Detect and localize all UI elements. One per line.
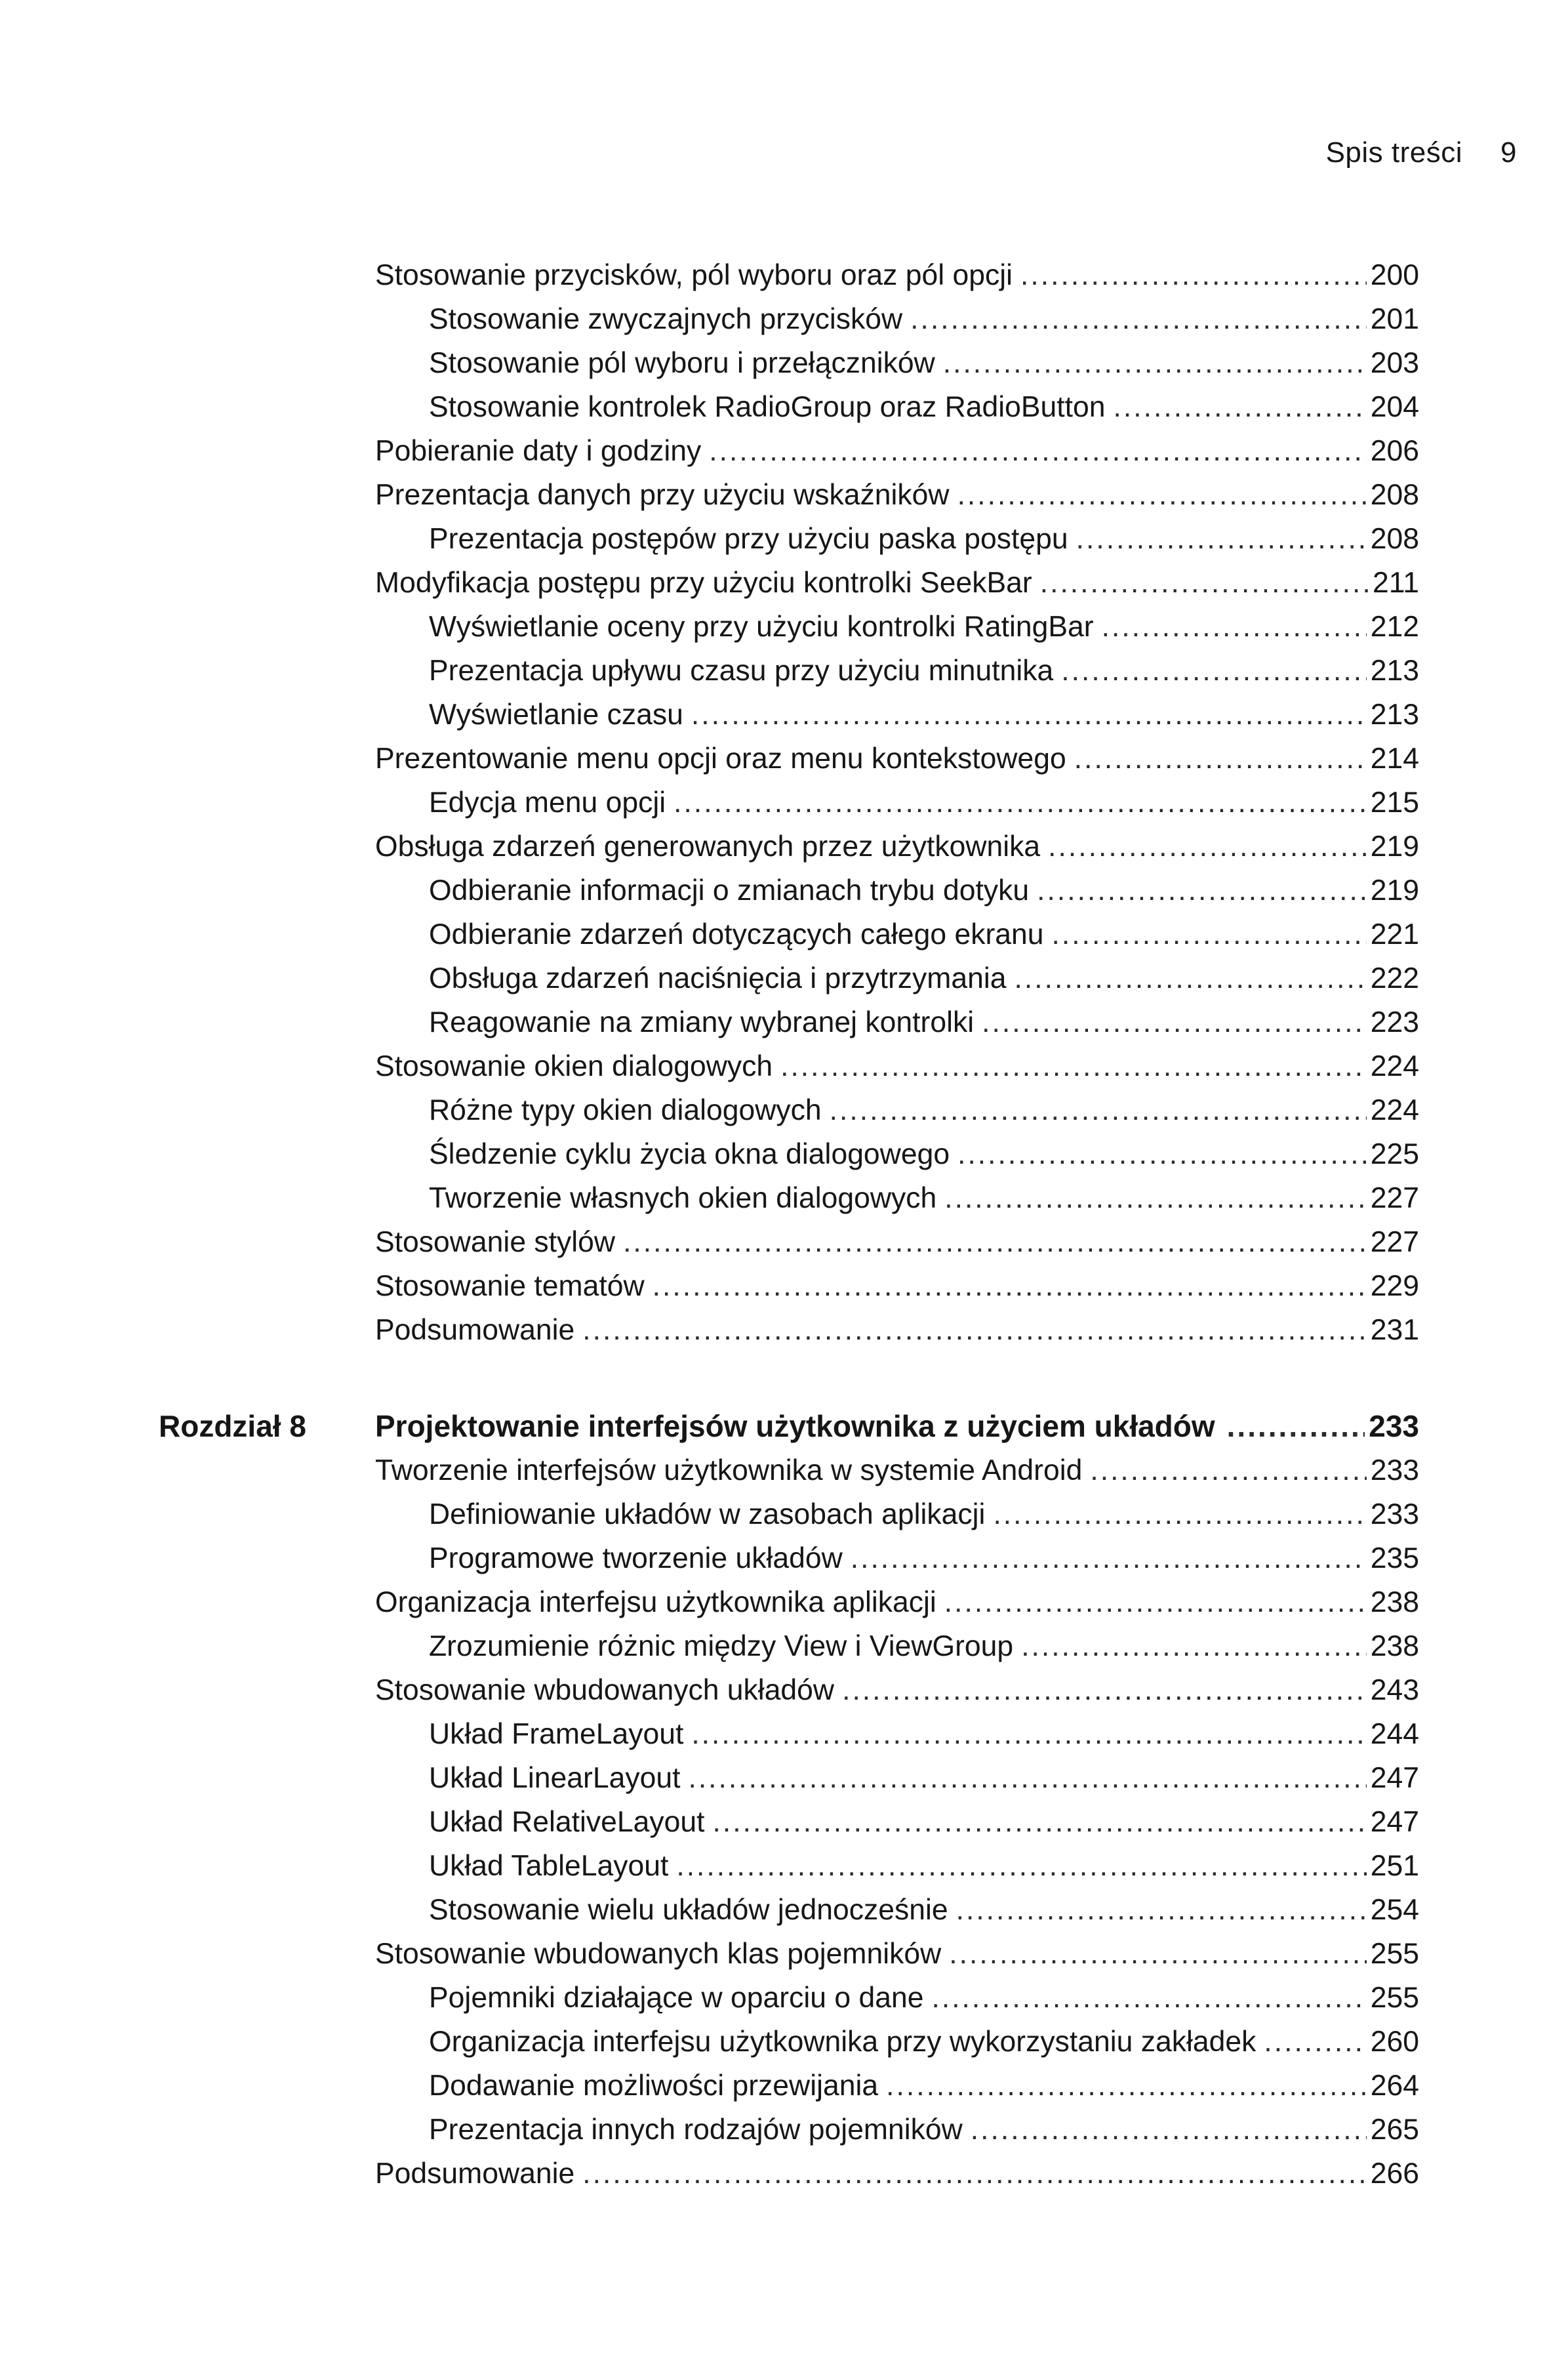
toc-entry-page: 238 (1370, 1630, 1419, 1662)
toc-entry-page: 204 (1370, 391, 1419, 423)
dot-leader (1037, 869, 1367, 912)
toc-entry-page: 219 (1370, 874, 1419, 907)
toc-entry-page: 247 (1370, 1762, 1419, 1794)
toc-entry-page: 243 (1370, 1674, 1419, 1706)
toc-entry[interactable] (375, 1044, 1419, 1088)
toc-entry-page: 255 (1370, 1938, 1419, 1970)
toc-entry-title: Prezentowanie menu opcji oraz menu kontekstowego (375, 743, 1066, 775)
toc-entry-page: 266 (1370, 2158, 1419, 2190)
toc-entry[interactable] (375, 341, 1419, 385)
dot-leader (830, 1088, 1367, 1132)
toc-entry[interactable] (375, 2020, 1419, 2064)
toc-entry[interactable] (375, 1536, 1419, 1580)
toc-entry[interactable] (375, 1000, 1419, 1044)
toc-entry-title: Prezentacja danych przy użyciu wskaźników (375, 479, 950, 511)
dot-leader (691, 1712, 1366, 1756)
dot-leader (1090, 1448, 1366, 1492)
toc-section-before (375, 253, 1419, 1352)
toc-entry-title: Różne typy okien dialogowych (429, 1094, 822, 1126)
dot-leader (676, 1844, 1366, 1888)
chapter-title: Projektowanie interfejsów użytkownika z użyciem układów (375, 1409, 1215, 1443)
chapter-label: Rozdział 8 (159, 1409, 306, 1443)
toc-entry[interactable] (375, 1800, 1419, 1844)
toc-entry-title: Stosowanie stylów (375, 1226, 616, 1258)
toc-entry-title: Układ TableLayout (429, 1850, 669, 1882)
toc-section-after (375, 1448, 1419, 2196)
dot-leader (1021, 1624, 1367, 1668)
running-header (1326, 136, 1517, 169)
toc-entry-title: Podsumowanie (375, 2158, 575, 2190)
toc-entry-title: Układ RelativeLayout (429, 1806, 705, 1838)
dot-leader (1061, 649, 1367, 693)
toc-entry-page: 264 (1370, 2070, 1419, 2102)
toc-entry-page: 219 (1370, 830, 1419, 863)
toc-entry-title: Pobieranie daty i godziny (375, 435, 702, 467)
dot-leader (691, 693, 1367, 737)
toc-entry-page: 208 (1370, 479, 1419, 511)
toc-entry[interactable] (375, 1176, 1419, 1220)
toc-entry[interactable] (375, 1264, 1419, 1308)
toc-entry[interactable] (375, 1756, 1419, 1800)
toc-entry-title: Stosowanie zwyczajnych przycisków (429, 303, 903, 335)
toc-entry-page: 233 (1370, 1454, 1419, 1486)
toc-entry[interactable] (375, 1308, 1419, 1352)
toc-entry-title: Obsługa zdarzeń naciśnięcia i przytrzymania (429, 962, 1007, 994)
dot-leader (713, 1800, 1367, 1844)
toc-entry-page: 224 (1370, 1094, 1419, 1126)
chapter-spacer (375, 1352, 1419, 1404)
toc-entry-title: Odbieranie informacji o zmianach trybu dotyku (429, 874, 1030, 907)
toc-entry[interactable] (375, 1888, 1419, 1932)
toc-entry-page: 244 (1370, 1718, 1419, 1750)
toc-entry[interactable] (375, 693, 1419, 737)
chapter-heading[interactable] (159, 1404, 1419, 1448)
toc-entry-page: 213 (1370, 655, 1419, 687)
toc-entry[interactable] (375, 869, 1419, 912)
toc-entry-title: Podsumowanie (375, 1314, 575, 1346)
toc-entry-page: 222 (1370, 962, 1419, 994)
toc-entry[interactable] (375, 517, 1419, 561)
toc-entry-title: Stosowanie kontrolek RadioGroup oraz RadioButton (429, 391, 1106, 423)
toc-entry-page: 225 (1370, 1138, 1419, 1170)
toc-entry-page: 227 (1370, 1182, 1419, 1214)
toc-entry-title: Organizacja interfejsu użytkownika przy wykorzystaniu zakładek (429, 2026, 1256, 2058)
dot-leader (623, 1220, 1367, 1264)
toc-entry-title: Programowe tworzenie układów (429, 1542, 843, 1574)
dot-leader (993, 1492, 1366, 1536)
dot-leader (971, 2108, 1367, 2152)
toc-entry[interactable] (375, 2108, 1419, 2152)
toc-entry-title: Modyfikacja postępu przy użyciu kontrolki SeekBar (375, 567, 1032, 599)
dot-leader (653, 1264, 1367, 1308)
toc-entry-page: 201 (1370, 303, 1419, 335)
toc-entry-page: 212 (1370, 611, 1419, 643)
toc-entry[interactable] (375, 1580, 1419, 1624)
toc-entry-page: 255 (1370, 1982, 1419, 2014)
toc-entry-title: Stosowanie pól wyboru i przełączników (429, 347, 935, 379)
dot-leader (1015, 956, 1367, 1000)
dot-leader (1227, 1404, 1365, 1448)
chapter-page: 233 (1369, 1409, 1419, 1443)
toc-entry[interactable] (375, 561, 1419, 605)
toc-entry-page: 214 (1370, 743, 1419, 775)
page-number: 9 (1500, 136, 1517, 169)
toc-entry[interactable] (375, 781, 1419, 825)
dot-leader (1020, 253, 1367, 297)
toc-entry[interactable] (375, 1932, 1419, 1976)
toc-entry[interactable] (375, 473, 1419, 517)
toc-entry-page: 200 (1370, 259, 1419, 291)
toc-entry-title: Edycja menu opcji (429, 787, 666, 819)
toc-entry[interactable] (375, 649, 1419, 693)
toc-entry[interactable] (375, 429, 1419, 473)
toc-entry-page: 227 (1370, 1226, 1419, 1258)
dot-leader (582, 1308, 1366, 1352)
toc-entry-page: 215 (1370, 787, 1419, 819)
toc-entry-page: 238 (1370, 1586, 1419, 1618)
toc-entry-page: 224 (1370, 1050, 1419, 1082)
toc-entry[interactable] (375, 385, 1419, 429)
toc-entry-page: 260 (1370, 2026, 1419, 2058)
toc-entry[interactable] (375, 1088, 1419, 1132)
toc-entry-title: Odbieranie zdarzeń dotyczących całego ekranu (429, 918, 1044, 951)
toc-entry-page: 247 (1370, 1806, 1419, 1838)
dot-leader (1102, 605, 1367, 649)
toc-entry[interactable] (375, 297, 1419, 341)
toc-entry[interactable] (375, 1492, 1419, 1536)
toc-entry-page: 251 (1370, 1850, 1419, 1882)
dot-leader (944, 1176, 1367, 1220)
dot-leader (851, 1536, 1367, 1580)
toc-entry[interactable] (375, 1132, 1419, 1176)
dot-leader (957, 1132, 1367, 1176)
dot-leader (688, 1756, 1366, 1800)
toc-entry-title: Wyświetlanie czasu (429, 699, 683, 731)
toc-entry-title: Dodawanie możliwości przewijania (429, 2070, 879, 2102)
toc-entry-page: 265 (1370, 2114, 1419, 2146)
section-title: Spis treści (1325, 136, 1463, 169)
dot-leader (949, 1932, 1366, 1976)
toc-entry-title: Definiowanie układów w zasobach aplikacji (429, 1498, 986, 1530)
dot-leader (944, 1580, 1367, 1624)
dot-leader (673, 781, 1367, 825)
dot-leader (842, 1668, 1367, 1712)
toc-entry[interactable] (375, 1668, 1419, 1712)
dot-leader (910, 297, 1367, 341)
toc-entry[interactable] (375, 2152, 1419, 2196)
toc-entry-title: Śledzenie cyklu życia okna dialogowego (429, 1138, 950, 1170)
toc-entry[interactable] (375, 1844, 1419, 1888)
toc-entry-title: Obsługa zdarzeń generowanych przez użytkownika (375, 830, 1041, 863)
toc-entry[interactable] (375, 912, 1419, 956)
dot-leader (982, 1000, 1367, 1044)
toc-entry-title: Tworzenie własnych okien dialogowych (429, 1182, 937, 1214)
toc-entry-title: Pojemniki działające w oparciu o dane (429, 1982, 924, 2014)
toc-entry[interactable] (375, 1220, 1419, 1264)
toc-entry-page: 208 (1370, 523, 1419, 555)
toc-entry-page: 221 (1370, 918, 1419, 951)
toc-entry[interactable] (375, 1624, 1419, 1668)
dot-leader (931, 1976, 1366, 2020)
dot-leader (886, 2064, 1367, 2108)
toc-entry-page: 231 (1370, 1314, 1419, 1346)
toc-entry-title: Układ FrameLayout (429, 1718, 684, 1750)
dot-leader (957, 473, 1367, 517)
toc-entry[interactable] (375, 1712, 1419, 1756)
toc-entry-page: 254 (1370, 1894, 1419, 1926)
dot-leader (1048, 825, 1367, 869)
toc-entry-page: 213 (1370, 699, 1419, 731)
toc-entry-title: Stosowanie przycisków, pól wyboru oraz pól opcji (375, 259, 1013, 291)
toc-entry-title: Układ LinearLayout (429, 1762, 681, 1794)
dot-leader (582, 2152, 1366, 2196)
table-of-contents (159, 253, 1419, 2196)
dot-leader (1114, 385, 1367, 429)
toc-entry-title: Stosowanie wbudowanych klas pojemników (375, 1938, 942, 1970)
toc-entry[interactable] (375, 253, 1419, 297)
toc-entry-page: 211 (1373, 567, 1419, 599)
dot-leader (956, 1888, 1367, 1932)
toc-entry-title: Prezentacja innych rodzajów pojemników (429, 2114, 963, 2146)
toc-entry-title: Reagowanie na zmiany wybranej kontrolki (429, 1006, 975, 1038)
dot-leader (709, 429, 1367, 473)
toc-entry-page: 223 (1370, 1006, 1419, 1038)
toc-entry[interactable] (375, 605, 1419, 649)
toc-entry-title: Zrozumienie różnic między View i ViewGroup (429, 1630, 1014, 1662)
toc-entry-title: Tworzenie interfejsów użytkownika w systemie Android (375, 1454, 1083, 1486)
toc-entry-title: Stosowanie okien dialogowych (375, 1050, 773, 1082)
toc-entry[interactable] (375, 1448, 1419, 1492)
toc-entry[interactable] (375, 737, 1419, 781)
dot-leader (943, 341, 1367, 385)
dot-leader (780, 1044, 1367, 1088)
toc-entry-title: Prezentacja upływu czasu przy użyciu minutnika (429, 655, 1054, 687)
dot-leader (1074, 737, 1367, 781)
toc-entry[interactable] (375, 2064, 1419, 2108)
dot-leader (1052, 912, 1367, 956)
dot-leader (1076, 517, 1367, 561)
toc-entry[interactable] (375, 825, 1419, 869)
toc-entry-page: 203 (1370, 347, 1419, 379)
toc-entry-title: Organizacja interfejsu użytkownika aplikacji (375, 1586, 936, 1618)
toc-entry-page: 229 (1370, 1270, 1419, 1302)
dot-leader (1040, 561, 1369, 605)
dot-leader (1264, 2020, 1366, 2064)
toc-entry-title: Stosowanie tematów (375, 1270, 645, 1302)
toc-entry-page: 233 (1370, 1498, 1419, 1530)
toc-entry-page: 235 (1370, 1542, 1419, 1574)
toc-entry-title: Stosowanie wbudowanych układów (375, 1674, 835, 1706)
toc-entry[interactable] (375, 956, 1419, 1000)
toc-entry-page: 206 (1370, 435, 1419, 467)
toc-entry[interactable] (375, 1976, 1419, 2020)
toc-entry-title: Stosowanie wielu układów jednocześnie (429, 1894, 948, 1926)
toc-entry-title: Prezentacja postępów przy użyciu paska postępu (429, 523, 1068, 555)
toc-entry-title: Wyświetlanie oceny przy użyciu kontrolki RatingBar (429, 611, 1094, 643)
